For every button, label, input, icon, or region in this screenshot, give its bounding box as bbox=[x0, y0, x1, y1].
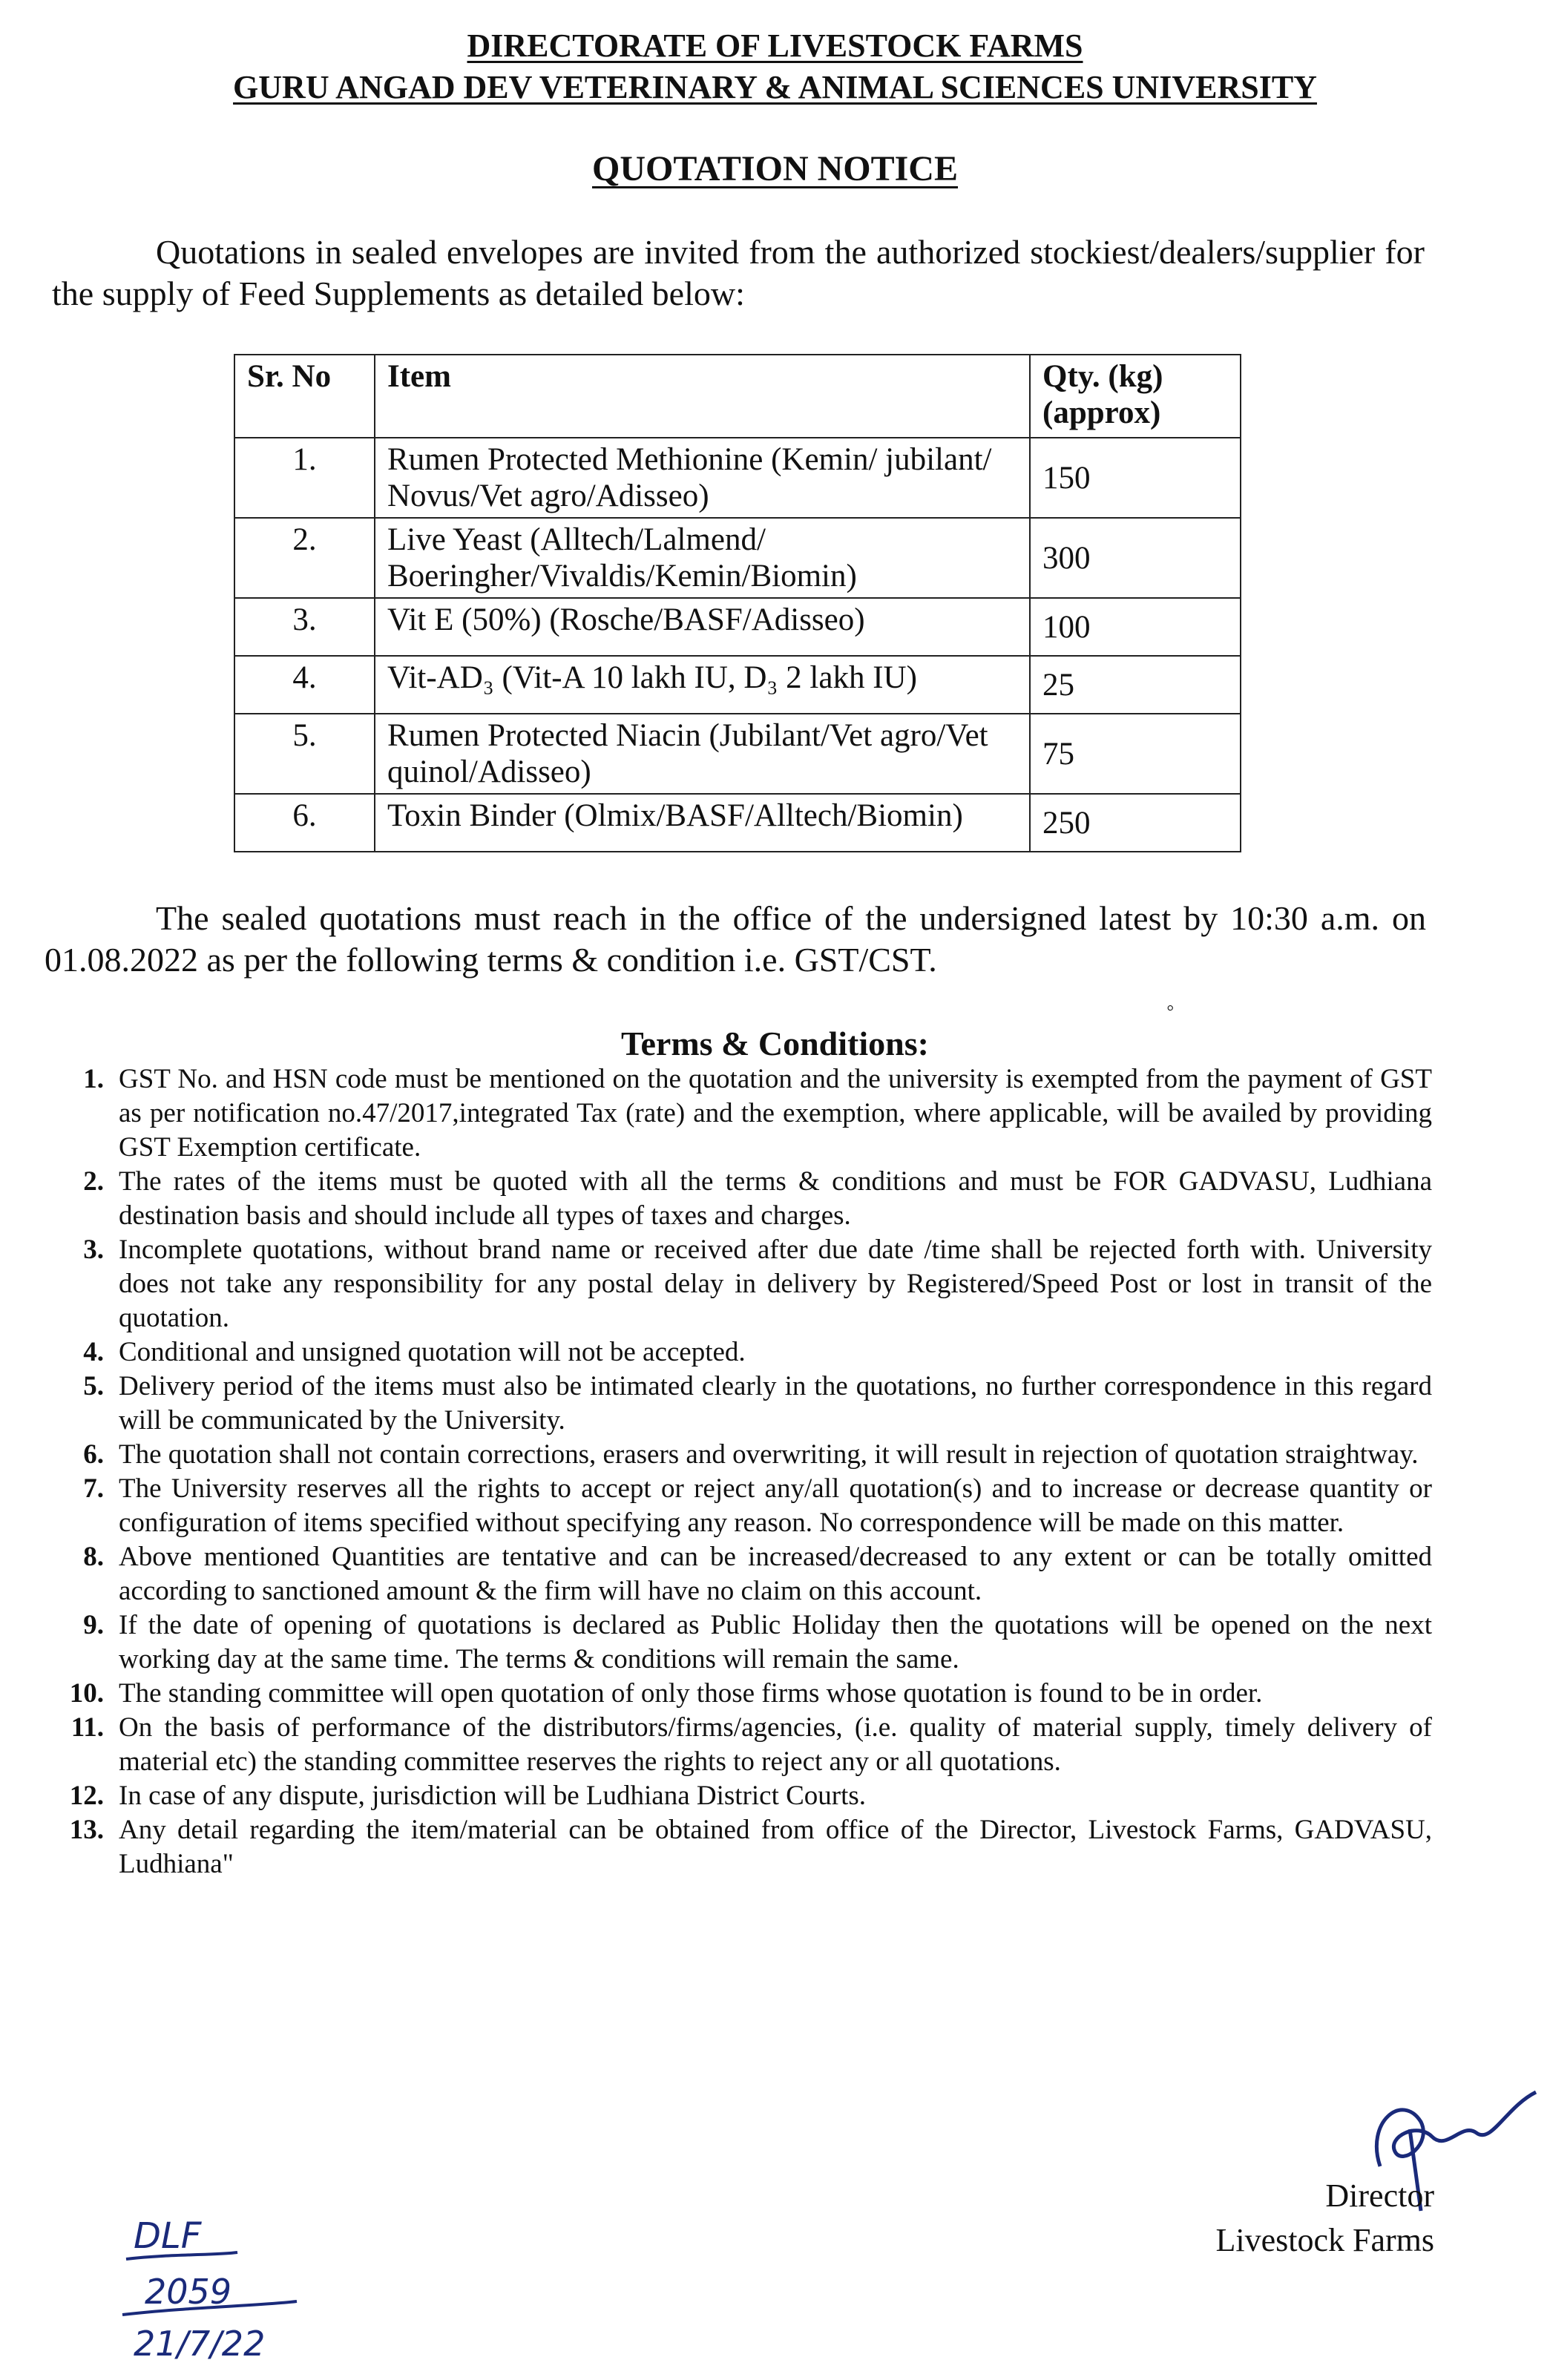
term-text: GST No. and HSN code must be mentioned on the quotation and the university is exempted from the payment of GST as per notification no.47/2017,integrated Tax (rate) and the exemption, where applicable, will be availed by providing GST Exemption certificate. bbox=[119, 1064, 1432, 1163]
term-text: In case of any dispute, jurisdiction will be Ludhiana District Courts. bbox=[119, 1781, 867, 1811]
stray-mark-icon: ◦ bbox=[1166, 996, 1175, 1020]
term-number: 12. bbox=[69, 1781, 104, 1811]
table-row bbox=[234, 598, 1241, 656]
cell-item: Toxin Binder (Olmix/BASF/Alltech/Biomin) bbox=[375, 794, 1030, 852]
term-item bbox=[69, 1779, 1432, 1813]
handwritten-number: 2059 bbox=[145, 2272, 232, 2312]
term-number: 3. bbox=[83, 1235, 104, 1265]
term-item bbox=[70, 1711, 1432, 1779]
term-text: The rates of the items must be quoted with all the terms & conditions and must be FOR GADVASU, Ludhiana destination basis and should include all types of taxes and charges. bbox=[119, 1166, 1432, 1231]
term-text: Conditional and unsigned quotation will not be accepted. bbox=[119, 1337, 746, 1367]
cell-qty: 250 bbox=[1030, 794, 1241, 852]
signatory-dept: Livestock Farms bbox=[1215, 2222, 1434, 2258]
cell-qty: 300 bbox=[1030, 518, 1241, 598]
cell-sr: 2. bbox=[234, 518, 375, 598]
term-number: 10. bbox=[69, 1678, 104, 1709]
col-header-sr: Sr. No bbox=[234, 355, 375, 438]
term-item bbox=[83, 1438, 1432, 1472]
cell-sr: 4. bbox=[234, 656, 375, 714]
intro-paragraph: Quotations in sealed envelopes are invited from the authorized stockiest/dealers/supplier for the supply of Feed Supplements as detailed below: bbox=[52, 233, 1425, 312]
terms-title: Terms & Conditions: bbox=[621, 1025, 929, 1062]
term-number: 7. bbox=[83, 1473, 104, 1504]
cell-sr: 1. bbox=[234, 438, 375, 518]
term-number: 1. bbox=[83, 1064, 104, 1094]
term-number: 11. bbox=[70, 1712, 104, 1743]
cell-item: Vit E (50%) (Rosche/BASF/Adisseo) bbox=[375, 598, 1030, 656]
table-row bbox=[234, 518, 1241, 598]
notice-title: QUOTATION NOTICE bbox=[592, 149, 958, 188]
term-number: 9. bbox=[83, 1610, 104, 1640]
table-row bbox=[234, 794, 1241, 852]
table-row bbox=[234, 714, 1241, 794]
term-item bbox=[69, 1813, 1432, 1881]
term-item bbox=[83, 1335, 1432, 1370]
term-text: On the basis of performance of the distributors/firms/agencies, (i.e. quality of material supply, timely delivery of material etc) the standing committee reserves the rights to reject any or all quotations. bbox=[119, 1712, 1432, 1777]
handwritten-dlf: DLF bbox=[134, 2215, 202, 2257]
term-text: If the date of opening of quotations is declared as Public Holiday then the quotations will be opened on the next working day at the same time. The terms & conditions will remain the same. bbox=[119, 1610, 1432, 1674]
term-item bbox=[83, 1540, 1432, 1608]
directorate-heading: DIRECTORATE OF LIVESTOCK FARMS bbox=[467, 27, 1083, 64]
cell-item: Rumen Protected Methionine (Kemin/ jubilant/ Novus/Vet agro/Adisseo) bbox=[375, 438, 1030, 518]
terms-list bbox=[69, 1062, 1432, 1881]
handwritten-date: 21/7/22 bbox=[134, 2324, 266, 2364]
term-item bbox=[83, 1233, 1432, 1335]
term-number: 8. bbox=[83, 1542, 104, 1572]
university-heading: GURU ANGAD DEV VETERINARY & ANIMAL SCIENCES UNIVERSITY bbox=[233, 69, 1317, 105]
cell-qty: 150 bbox=[1030, 438, 1241, 518]
cell-qty: 75 bbox=[1030, 714, 1241, 794]
handwritten-diary-note-icon bbox=[111, 2203, 356, 2367]
term-number: 6. bbox=[83, 1439, 104, 1470]
col-header-item: Item bbox=[375, 355, 1030, 438]
term-item bbox=[83, 1472, 1432, 1540]
term-item bbox=[83, 1370, 1432, 1438]
term-item bbox=[69, 1677, 1432, 1711]
term-text: The University reserves all the rights to accept or reject any/all quotation(s) and to increase or decrease quantity or configuration of items specified without specifying any reason. No correspondence will be made on this matter. bbox=[119, 1473, 1432, 1538]
cell-sr: 5. bbox=[234, 714, 375, 794]
term-text: Delivery period of the items must also be intimated clearly in the quotations, no further correspondence in this regard will be communicated by the University. bbox=[119, 1371, 1432, 1436]
term-text: The standing committee will open quotation of only those firms whose quotation is found to be in order. bbox=[119, 1678, 1263, 1709]
cell-item: Vit-AD₃ (Vit-A 10 lakh IU, D₃ 2 lakh IU) bbox=[375, 656, 1030, 714]
signatory-title: Director bbox=[1325, 2177, 1434, 2214]
term-item bbox=[83, 1062, 1432, 1165]
col-header-qty: Qty. (kg) (approx) bbox=[1030, 355, 1241, 438]
cell-sr: 6. bbox=[234, 794, 375, 852]
term-text: Any detail regarding the item/material can be obtained from office of the Director, Livestock Farms, GADVASU, Ludhiana" bbox=[119, 1815, 1432, 1879]
cell-qty: 100 bbox=[1030, 598, 1241, 656]
term-number: 4. bbox=[83, 1337, 104, 1367]
term-item bbox=[83, 1165, 1432, 1233]
term-item bbox=[83, 1608, 1432, 1677]
signature-block bbox=[1215, 2174, 1434, 2263]
deadline-paragraph: The sealed quotations must reach in the office of the undersigned latest by 10:30 a.m. on 01.08.2022 as per the following terms & condition i.e. GST/CST. bbox=[45, 899, 1426, 979]
term-number: 13. bbox=[69, 1815, 104, 1845]
cell-qty: 25 bbox=[1030, 656, 1241, 714]
cell-item: Rumen Protected Niacin (Jubilant/Vet agro/Vet quinol/Adisseo) bbox=[375, 714, 1030, 794]
term-text: The quotation shall not contain corrections, erasers and overwriting, it will result in rejection of quotation straightway. bbox=[119, 1439, 1419, 1470]
cell-sr: 3. bbox=[234, 598, 375, 656]
term-text: Incomplete quotations, without brand name or received after due date /time shall be rejected forth with. University does not take any responsibility for any postal delay in delivery by Registered/Speed Post or lost in transit of the quotation. bbox=[119, 1235, 1432, 1333]
term-number: 5. bbox=[83, 1371, 104, 1401]
table-row bbox=[234, 438, 1241, 518]
items-table bbox=[234, 354, 1241, 852]
table-header-row bbox=[234, 355, 1241, 438]
term-text: Above mentioned Quantities are tentative and can be increased/decreased to any extent or can be totally omitted according to sanctioned amount & the firm will have no claim on this account. bbox=[119, 1542, 1432, 1606]
term-number: 2. bbox=[83, 1166, 104, 1197]
cell-item: Live Yeast (Alltech/Lalmend/ Boeringher/Vivaldis/Kemin/Biomin) bbox=[375, 518, 1030, 598]
table-row bbox=[234, 656, 1241, 714]
